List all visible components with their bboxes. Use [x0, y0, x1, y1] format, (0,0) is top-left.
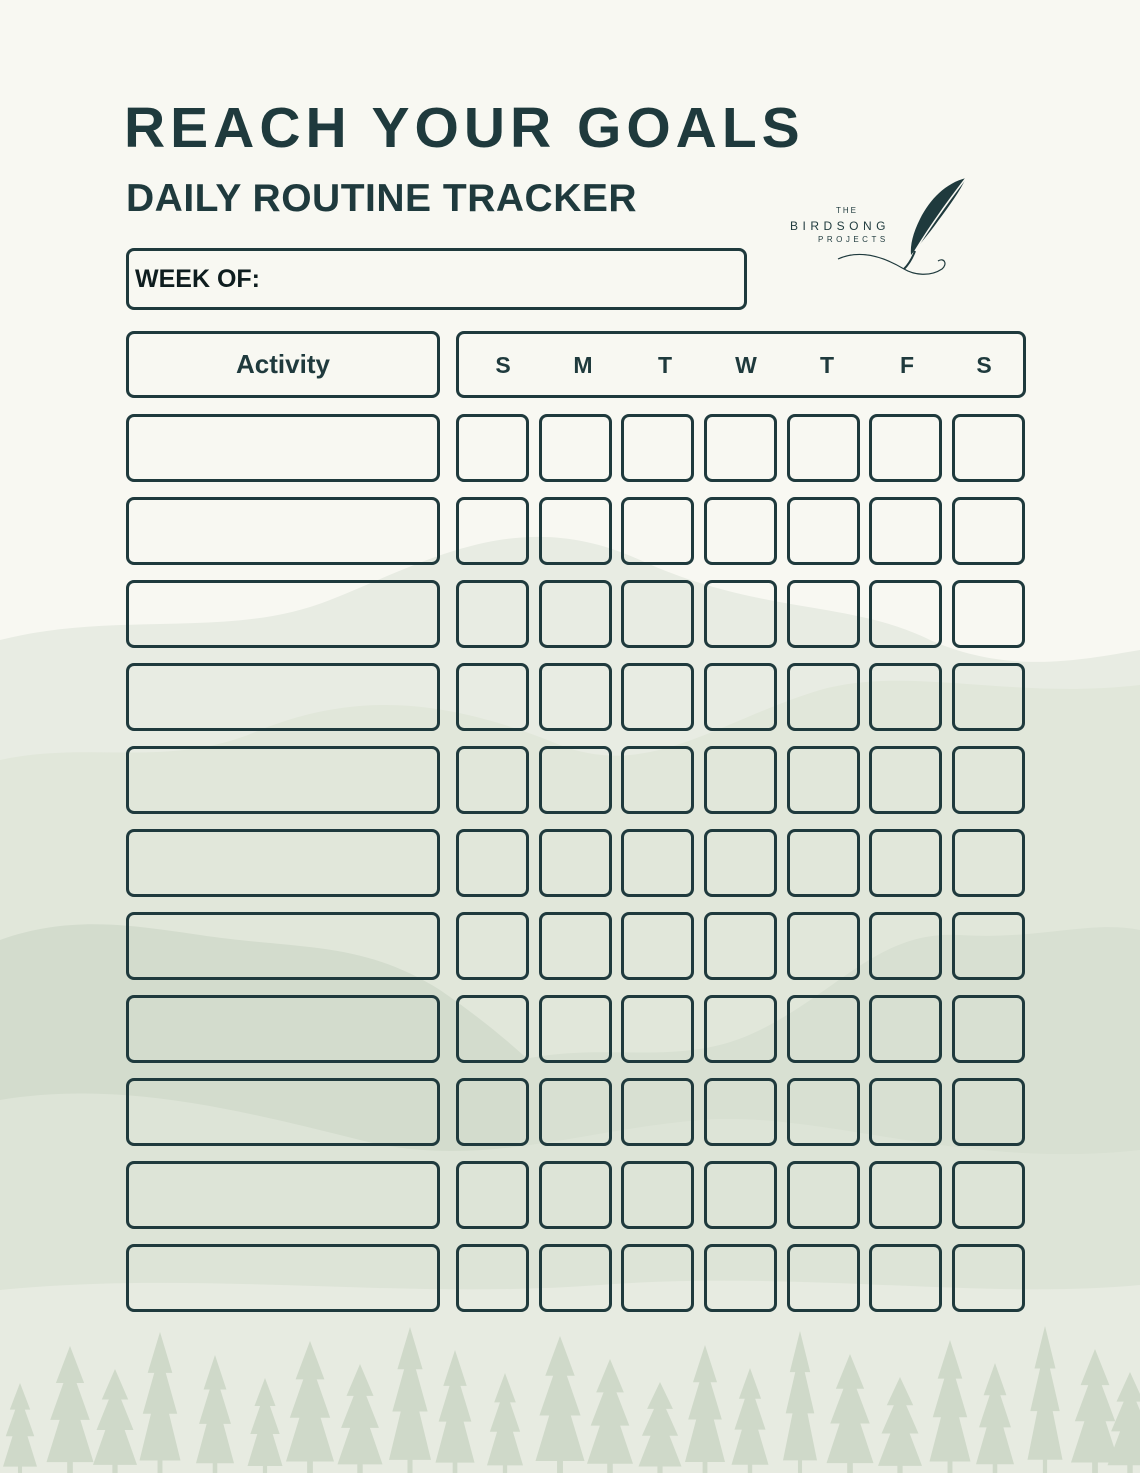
checkbox-tuesday[interactable]	[621, 414, 694, 482]
checkbox-thursday[interactable]	[787, 829, 860, 897]
checkbox-tuesday[interactable]	[621, 746, 694, 814]
checkbox-tuesday[interactable]	[621, 995, 694, 1063]
checkbox-friday[interactable]	[869, 1078, 942, 1146]
day-header-wednesday: W	[735, 352, 757, 378]
checkbox-saturday[interactable]	[952, 746, 1025, 814]
checkbox-friday[interactable]	[869, 1161, 942, 1229]
checkbox-monday[interactable]	[539, 829, 612, 897]
checkbox-thursday[interactable]	[787, 1078, 860, 1146]
checkbox-monday[interactable]	[539, 414, 612, 482]
activity-field[interactable]	[126, 746, 440, 814]
checkbox-thursday[interactable]	[787, 1161, 860, 1229]
week-of-label: WEEK OF:	[135, 265, 260, 293]
activity-column-header	[126, 331, 440, 398]
checkbox-tuesday[interactable]	[621, 497, 694, 565]
checkbox-saturday[interactable]	[952, 995, 1025, 1063]
activity-field[interactable]	[126, 829, 440, 897]
activity-field[interactable]	[126, 663, 440, 731]
day-header-monday: M	[573, 352, 593, 378]
checkbox-saturday[interactable]	[952, 829, 1025, 897]
page-subtitle: DAILY ROUTINE TRACKER	[126, 177, 638, 220]
checkbox-friday[interactable]	[869, 580, 942, 648]
checkbox-wednesday[interactable]	[704, 414, 777, 482]
checkbox-sunday[interactable]	[456, 912, 529, 980]
checkbox-tuesday[interactable]	[621, 663, 694, 731]
checkbox-friday[interactable]	[869, 746, 942, 814]
week-of-field[interactable]	[126, 248, 747, 310]
activity-field[interactable]	[126, 912, 440, 980]
checkbox-sunday[interactable]	[456, 663, 529, 731]
checkbox-sunday[interactable]	[456, 580, 529, 648]
activity-field[interactable]	[126, 1244, 440, 1312]
logo-word-the: THE	[836, 206, 858, 215]
page-title: REACH YOUR GOALS	[124, 96, 805, 160]
checkbox-thursday[interactable]	[787, 1244, 860, 1312]
activity-field[interactable]	[126, 1161, 440, 1229]
checkbox-monday[interactable]	[539, 1078, 612, 1146]
checkbox-friday[interactable]	[869, 1244, 942, 1312]
checkbox-monday[interactable]	[539, 912, 612, 980]
checkbox-tuesday[interactable]	[621, 1161, 694, 1229]
checkbox-wednesday[interactable]	[704, 663, 777, 731]
activity-header-label: Activity	[236, 349, 330, 379]
checkbox-monday[interactable]	[539, 746, 612, 814]
day-header-friday: F	[899, 352, 915, 378]
day-header-thursday: T	[819, 352, 835, 378]
checkbox-monday[interactable]	[539, 663, 612, 731]
checkbox-tuesday[interactable]	[621, 580, 694, 648]
day-header-sunday: S	[495, 352, 511, 378]
checkbox-saturday[interactable]	[952, 1244, 1025, 1312]
checkbox-sunday[interactable]	[456, 1078, 529, 1146]
checkbox-wednesday[interactable]	[704, 912, 777, 980]
activity-field[interactable]	[126, 414, 440, 482]
day-header-tuesday: T	[657, 352, 673, 378]
checkbox-thursday[interactable]	[787, 746, 860, 814]
checkbox-thursday[interactable]	[787, 995, 860, 1063]
checkbox-thursday[interactable]	[787, 414, 860, 482]
checkbox-tuesday[interactable]	[621, 1244, 694, 1312]
checkbox-friday[interactable]	[869, 663, 942, 731]
checkbox-sunday[interactable]	[456, 497, 529, 565]
checkbox-friday[interactable]	[869, 995, 942, 1063]
activity-field[interactable]	[126, 580, 440, 648]
checkbox-wednesday[interactable]	[704, 746, 777, 814]
checkbox-friday[interactable]	[869, 497, 942, 565]
checkbox-tuesday[interactable]	[621, 912, 694, 980]
day-header-saturday: S	[976, 352, 992, 378]
checkbox-thursday[interactable]	[787, 580, 860, 648]
checkbox-saturday[interactable]	[952, 1078, 1025, 1146]
checkbox-wednesday[interactable]	[704, 1244, 777, 1312]
checkbox-saturday[interactable]	[952, 580, 1025, 648]
checkbox-sunday[interactable]	[456, 746, 529, 814]
checkbox-thursday[interactable]	[787, 497, 860, 565]
checkbox-wednesday[interactable]	[704, 995, 777, 1063]
checkbox-monday[interactable]	[539, 995, 612, 1063]
checkbox-saturday[interactable]	[952, 414, 1025, 482]
checkbox-saturday[interactable]	[952, 663, 1025, 731]
checkbox-monday[interactable]	[539, 1161, 612, 1229]
days-column-header	[456, 331, 1026, 398]
checkbox-monday[interactable]	[539, 497, 612, 565]
checkbox-wednesday[interactable]	[704, 1078, 777, 1146]
checkbox-thursday[interactable]	[787, 663, 860, 731]
checkbox-saturday[interactable]	[952, 497, 1025, 565]
checkbox-friday[interactable]	[869, 829, 942, 897]
logo-word-birdsong: BIRDSONG	[790, 219, 891, 233]
checkbox-saturday[interactable]	[952, 912, 1025, 980]
checkbox-monday[interactable]	[539, 1244, 612, 1312]
checkbox-friday[interactable]	[869, 912, 942, 980]
birdsong-logo	[780, 175, 980, 285]
checkbox-wednesday[interactable]	[704, 580, 777, 648]
checkbox-sunday[interactable]	[456, 829, 529, 897]
checkbox-tuesday[interactable]	[621, 1078, 694, 1146]
checkbox-sunday[interactable]	[456, 1244, 529, 1312]
checkbox-wednesday[interactable]	[704, 1161, 777, 1229]
checkbox-wednesday[interactable]	[704, 497, 777, 565]
checkbox-sunday[interactable]	[456, 1161, 529, 1229]
activity-field[interactable]	[126, 1078, 440, 1146]
checkbox-tuesday[interactable]	[621, 829, 694, 897]
checkbox-sunday[interactable]	[456, 995, 529, 1063]
checkbox-sunday[interactable]	[456, 414, 529, 482]
checkbox-saturday[interactable]	[952, 1161, 1025, 1229]
checkbox-friday[interactable]	[869, 414, 942, 482]
checkbox-wednesday[interactable]	[704, 829, 777, 897]
logo-word-projects: PROJECTS	[818, 235, 889, 244]
checkbox-thursday[interactable]	[787, 912, 860, 980]
checkbox-monday[interactable]	[539, 580, 612, 648]
activity-field[interactable]	[126, 995, 440, 1063]
activity-field[interactable]	[126, 497, 440, 565]
